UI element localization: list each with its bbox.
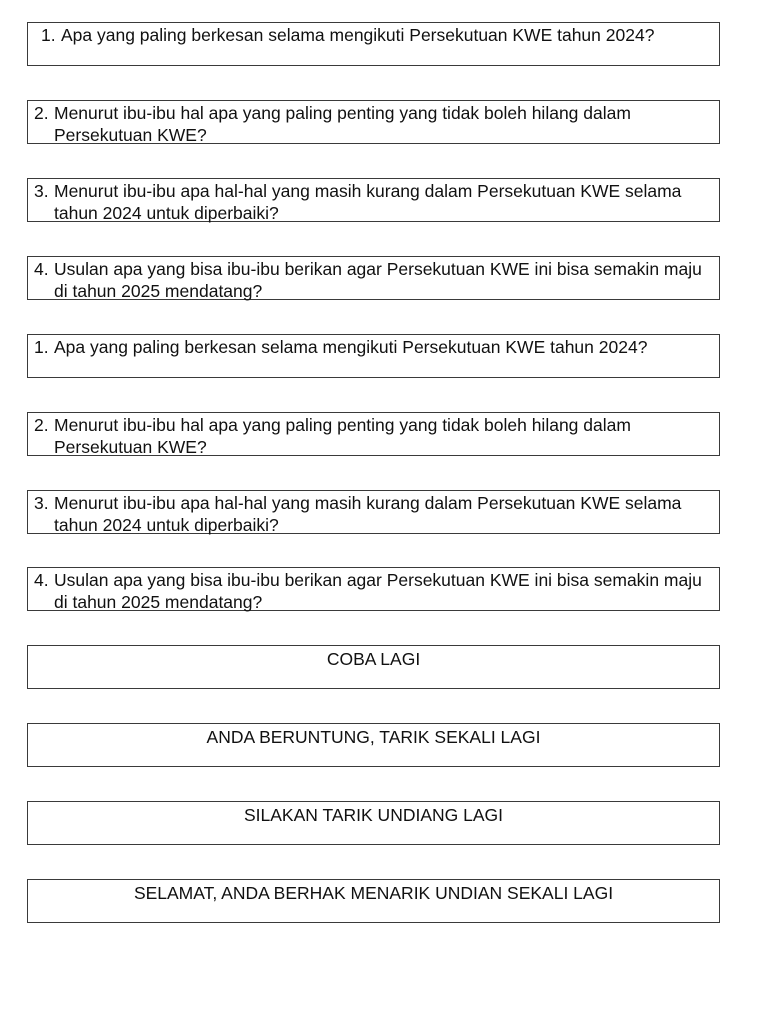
question-card-6	[27, 412, 720, 456]
question-card-4	[27, 256, 720, 300]
question-number: 2.	[34, 415, 49, 435]
draw-card-4	[27, 879, 720, 923]
question-number: 3.	[34, 493, 49, 513]
draw-card-text: COBA LAGI	[326, 649, 421, 669]
draw-card-3	[27, 801, 720, 845]
question-row	[28, 413, 719, 458]
question-text: Menurut ibu-ibu apa hal-hal yang masih kurang dalam Persekutuan KWE selama tahun 2024 untuk diperbaiki?	[54, 181, 682, 223]
question-card-7	[27, 490, 720, 534]
draw-card-2	[27, 723, 720, 767]
draw-card-1	[27, 645, 720, 689]
question-text: Apa yang paling berkesan selama mengikuti Persekutuan KWE tahun 2024?	[61, 25, 655, 45]
question-text: Usulan apa yang bisa ibu-ibu berikan agar Persekutuan KWE ini bisa semakin maju di tahun 2025 mendatang?	[54, 259, 702, 301]
draw-card-text: ANDA BERUNTUNG, TARIK SEKALI LAGI	[206, 727, 541, 747]
question-number: 1.	[34, 337, 49, 357]
question-row	[28, 335, 719, 358]
question-card-1	[27, 22, 720, 66]
question-text: Menurut ibu-ibu hal apa yang paling penting yang tidak boleh hilang dalam Persekutuan KWE?	[54, 415, 631, 457]
question-row	[28, 257, 719, 302]
question-text: Apa yang paling berkesan selama mengikuti Persekutuan KWE tahun 2024?	[54, 337, 648, 357]
draw-card-text: SILAKAN TARIK UNDIANG LAGI	[243, 805, 503, 825]
question-text: Usulan apa yang bisa ibu-ibu berikan agar Persekutuan KWE ini bisa semakin maju di tahun 2025 mendatang?	[54, 570, 702, 612]
question-number: 3.	[34, 181, 49, 201]
draw-card-text: SELAMAT, ANDA BERHAK MENARIK UNDIAN SEKALI LAGI	[133, 883, 614, 903]
question-card-3	[27, 178, 720, 222]
question-number: 2.	[34, 103, 49, 123]
question-number: 4.	[34, 570, 49, 590]
question-card-5	[27, 334, 720, 378]
question-text: Menurut ibu-ibu hal apa yang paling penting yang tidak boleh hilang dalam Persekutuan KWE?	[54, 103, 631, 145]
question-row	[28, 179, 719, 224]
question-number: 4.	[34, 259, 49, 279]
question-row	[28, 23, 719, 46]
question-card-2	[27, 100, 720, 144]
question-number: 1.	[41, 25, 56, 45]
question-card-8	[27, 567, 720, 611]
question-text: Menurut ibu-ibu apa hal-hal yang masih kurang dalam Persekutuan KWE selama tahun 2024 untuk diperbaiki?	[54, 493, 682, 535]
question-row	[28, 491, 719, 536]
question-row	[28, 568, 719, 613]
question-row	[28, 101, 719, 146]
